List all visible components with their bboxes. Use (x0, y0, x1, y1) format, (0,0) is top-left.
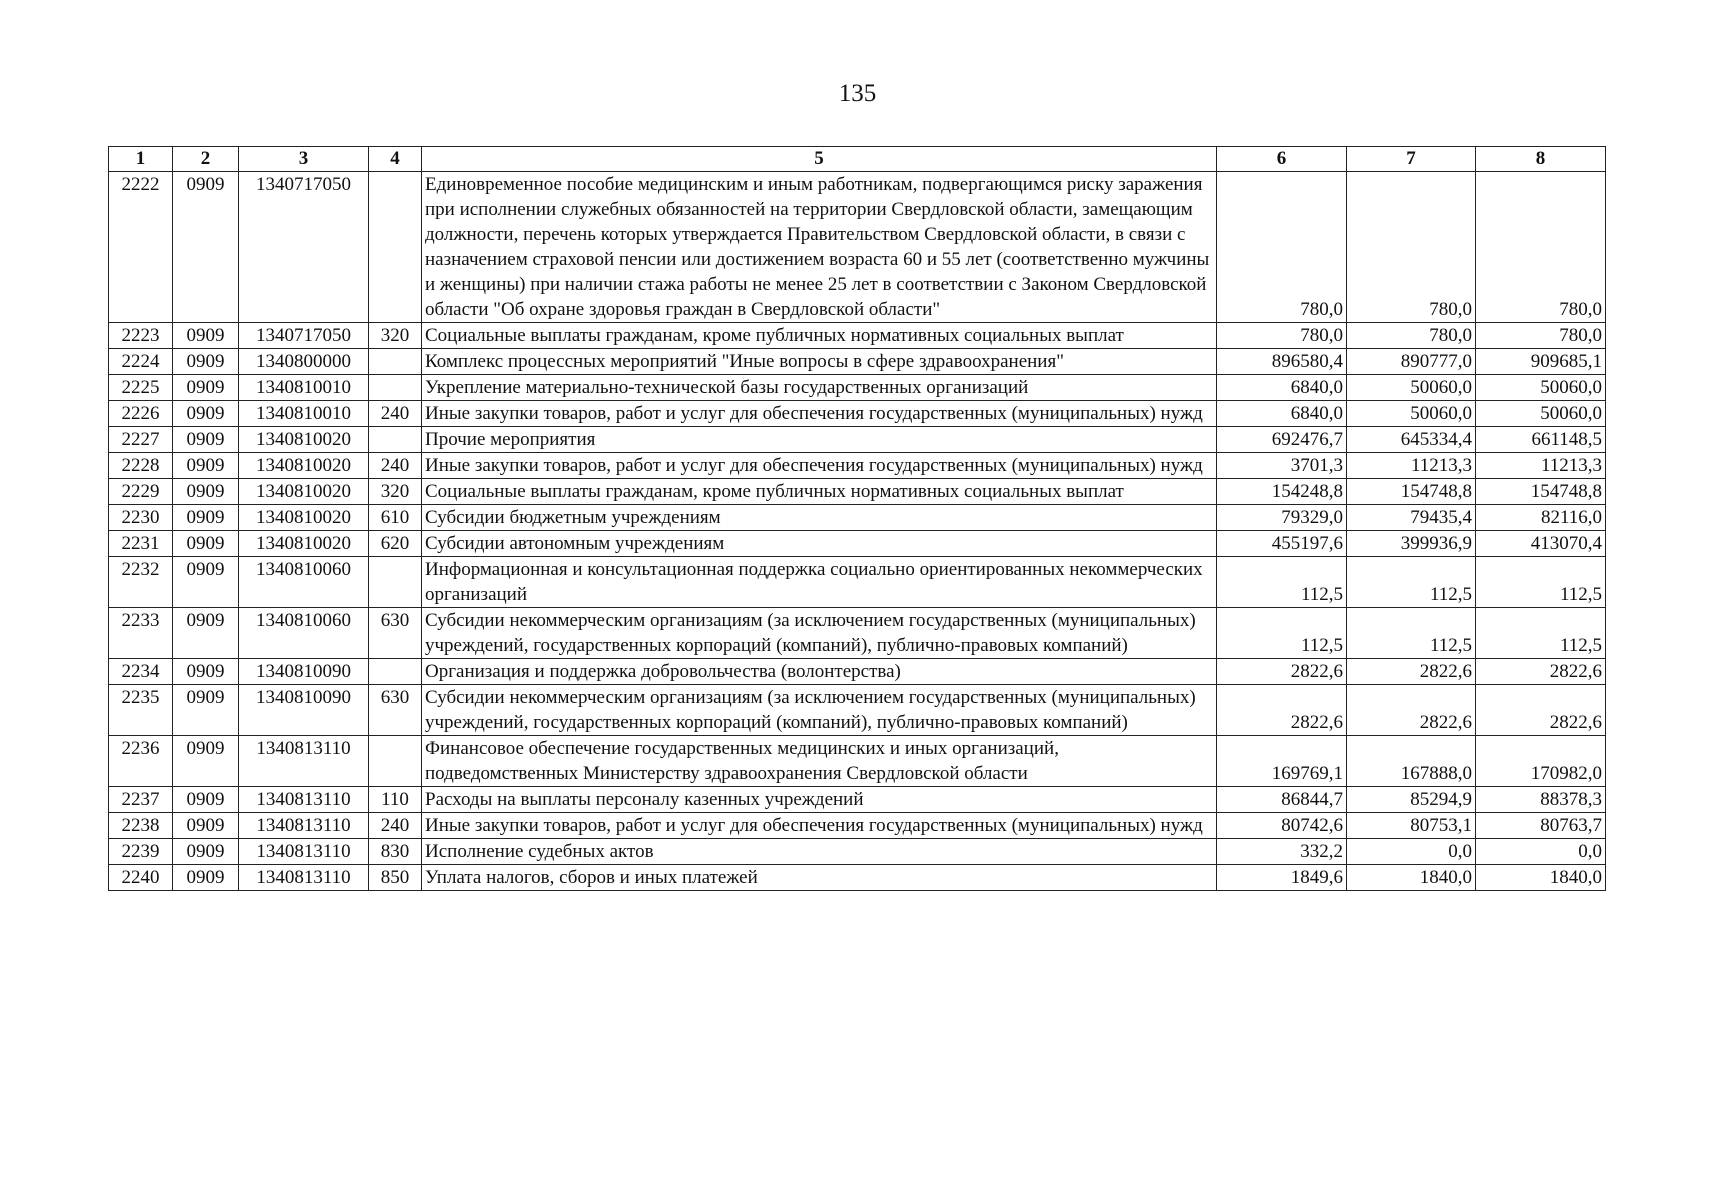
expense-kind-cell: 240 (369, 813, 422, 839)
row-number-cell: 2236 (109, 736, 173, 787)
expense-kind-cell: 630 (369, 608, 422, 659)
amount-col6-cell: 1849,6 (1217, 865, 1347, 891)
amount-col7-cell: 112,5 (1347, 608, 1476, 659)
table-row (109, 479, 1606, 505)
description-cell: Укрепление материально-технической базы государственных организаций (422, 375, 1217, 401)
section-code-cell: 0909 (173, 659, 239, 685)
page-number: 135 (838, 80, 877, 107)
target-code-cell: 1340810010 (239, 401, 369, 427)
target-code-cell: 1340813110 (239, 813, 369, 839)
target-code-cell: 1340810020 (239, 427, 369, 453)
header-cell: 3 (239, 147, 369, 172)
target-code-cell: 1340813110 (239, 839, 369, 865)
table-row (109, 839, 1606, 865)
amount-col8-cell: 780,0 (1476, 172, 1606, 323)
section-code-cell: 0909 (173, 787, 239, 813)
row-number-cell: 2225 (109, 375, 173, 401)
budget-table (108, 146, 1606, 891)
table-row (109, 349, 1606, 375)
expense-kind-cell: 240 (369, 453, 422, 479)
expense-kind-cell: 830 (369, 839, 422, 865)
header-cell: 8 (1476, 147, 1606, 172)
row-number-cell: 2227 (109, 427, 173, 453)
amount-col7-cell: 2822,6 (1347, 659, 1476, 685)
expense-kind-cell (369, 557, 422, 608)
table-row (109, 557, 1606, 608)
amount-col6-cell: 154248,8 (1217, 479, 1347, 505)
amount-col8-cell: 1840,0 (1476, 865, 1606, 891)
row-number-cell: 2230 (109, 505, 173, 531)
description-cell: Иные закупки товаров, работ и услуг для обеспечения государственных (муниципальных) нужд (422, 401, 1217, 427)
amount-col8-cell: 2822,6 (1476, 685, 1606, 736)
section-code-cell: 0909 (173, 608, 239, 659)
expense-kind-cell: 320 (369, 479, 422, 505)
amount-col8-cell: 112,5 (1476, 557, 1606, 608)
target-code-cell: 1340810090 (239, 685, 369, 736)
target-code-cell: 1340717050 (239, 172, 369, 323)
amount-col8-cell: 661148,5 (1476, 427, 1606, 453)
row-number-cell: 2228 (109, 453, 173, 479)
amount-col8-cell: 170982,0 (1476, 736, 1606, 787)
section-code-cell: 0909 (173, 531, 239, 557)
amount-col6-cell: 332,2 (1217, 839, 1347, 865)
expense-kind-cell (369, 375, 422, 401)
amount-col7-cell: 645334,4 (1347, 427, 1476, 453)
amount-col6-cell: 80742,6 (1217, 813, 1347, 839)
amount-col8-cell: 0,0 (1476, 839, 1606, 865)
row-number-cell: 2233 (109, 608, 173, 659)
amount-col6-cell: 692476,7 (1217, 427, 1347, 453)
description-cell: Уплата налогов, сборов и иных платежей (422, 865, 1217, 891)
expense-kind-cell: 630 (369, 685, 422, 736)
target-code-cell: 1340810060 (239, 557, 369, 608)
amount-col7-cell: 2822,6 (1347, 685, 1476, 736)
target-code-cell: 1340810020 (239, 479, 369, 505)
target-code-cell: 1340810090 (239, 659, 369, 685)
amount-col6-cell: 112,5 (1217, 608, 1347, 659)
section-code-cell: 0909 (173, 427, 239, 453)
amount-col7-cell: 112,5 (1347, 557, 1476, 608)
description-cell: Единовременное пособие медицинским и иным работникам, подвергающимся риску заражения при исполнении служебных обязанностей на территории Свердловской области, замещающим должности, перечень которых утверждается Правительством Свердловской области, в связи с назначением страховой пенсии или достижением возраста 60 и 55 лет (соответственно мужчины и женщины) при наличии стажа работы не менее 25 лет в соответствии с Законом Свердловской области "Об охране здоровья граждан в Свердловской области" (422, 172, 1217, 323)
row-number-cell: 2226 (109, 401, 173, 427)
expense-kind-cell (369, 172, 422, 323)
row-number-cell: 2237 (109, 787, 173, 813)
table-row (109, 608, 1606, 659)
row-number-cell: 2222 (109, 172, 173, 323)
target-code-cell: 1340800000 (239, 349, 369, 375)
row-number-cell: 2229 (109, 479, 173, 505)
amount-col7-cell: 79435,4 (1347, 505, 1476, 531)
section-code-cell: 0909 (173, 685, 239, 736)
expense-kind-cell (369, 427, 422, 453)
expense-kind-cell (369, 736, 422, 787)
row-number-cell: 2235 (109, 685, 173, 736)
row-number-cell: 2231 (109, 531, 173, 557)
row-number-cell: 2232 (109, 557, 173, 608)
amount-col8-cell: 780,0 (1476, 323, 1606, 349)
table-row (109, 813, 1606, 839)
amount-col6-cell: 169769,1 (1217, 736, 1347, 787)
amount-col8-cell: 2822,6 (1476, 659, 1606, 685)
amount-col7-cell: 154748,8 (1347, 479, 1476, 505)
section-code-cell: 0909 (173, 865, 239, 891)
header-cell: 6 (1217, 147, 1347, 172)
table-row (109, 787, 1606, 813)
target-code-cell: 1340810020 (239, 531, 369, 557)
table-row (109, 453, 1606, 479)
amount-col7-cell: 890777,0 (1347, 349, 1476, 375)
amount-col8-cell: 88378,3 (1476, 787, 1606, 813)
table-row (109, 736, 1606, 787)
target-code-cell: 1340813110 (239, 865, 369, 891)
amount-col8-cell: 50060,0 (1476, 375, 1606, 401)
header-cell: 1 (109, 147, 173, 172)
target-code-cell: 1340810020 (239, 453, 369, 479)
table-row (109, 865, 1606, 891)
section-code-cell: 0909 (173, 349, 239, 375)
table-row (109, 685, 1606, 736)
amount-col6-cell: 3701,3 (1217, 453, 1347, 479)
section-code-cell: 0909 (173, 479, 239, 505)
section-code-cell: 0909 (173, 453, 239, 479)
description-cell: Социальные выплаты гражданам, кроме публичных нормативных социальных выплат (422, 323, 1217, 349)
target-code-cell: 1340810010 (239, 375, 369, 401)
description-cell: Исполнение судебных актов (422, 839, 1217, 865)
amount-col8-cell: 11213,3 (1476, 453, 1606, 479)
amount-col6-cell: 86844,7 (1217, 787, 1347, 813)
table-row (109, 323, 1606, 349)
amount-col6-cell: 896580,4 (1217, 349, 1347, 375)
amount-col7-cell: 167888,0 (1347, 736, 1476, 787)
description-cell: Организация и поддержка добровольчества (волонтерства) (422, 659, 1217, 685)
amount-col7-cell: 399936,9 (1347, 531, 1476, 557)
description-cell: Субсидии некоммерческим организациям (за исключением государственных (муниципальных) учреждений, государственных корпораций (компаний), публично-правовых компаний) (422, 608, 1217, 659)
table-row (109, 659, 1606, 685)
description-cell: Финансовое обеспечение государственных медицинских и иных организаций, подведомственных Министерству здравоохранения Свердловской области (422, 736, 1217, 787)
amount-col8-cell: 112,5 (1476, 608, 1606, 659)
section-code-cell: 0909 (173, 505, 239, 531)
section-code-cell: 0909 (173, 839, 239, 865)
amount-col7-cell: 80753,1 (1347, 813, 1476, 839)
row-number-cell: 2239 (109, 839, 173, 865)
amount-col6-cell: 79329,0 (1217, 505, 1347, 531)
description-cell: Социальные выплаты гражданам, кроме публичных нормативных социальных выплат (422, 479, 1217, 505)
section-code-cell: 0909 (173, 323, 239, 349)
section-code-cell: 0909 (173, 375, 239, 401)
expense-kind-cell: 320 (369, 323, 422, 349)
section-code-cell: 0909 (173, 736, 239, 787)
section-code-cell: 0909 (173, 172, 239, 323)
amount-col7-cell: 780,0 (1347, 323, 1476, 349)
amount-col6-cell: 2822,6 (1217, 685, 1347, 736)
amount-col6-cell: 780,0 (1217, 172, 1347, 323)
target-code-cell: 1340810060 (239, 608, 369, 659)
description-cell: Субсидии автономным учреждениям (422, 531, 1217, 557)
expense-kind-cell: 110 (369, 787, 422, 813)
description-cell: Иные закупки товаров, работ и услуг для обеспечения государственных (муниципальных) нужд (422, 813, 1217, 839)
description-cell: Иные закупки товаров, работ и услуг для обеспечения государственных (муниципальных) нужд (422, 453, 1217, 479)
row-number-cell: 2223 (109, 323, 173, 349)
table-row (109, 531, 1606, 557)
amount-col7-cell: 0,0 (1347, 839, 1476, 865)
amount-col8-cell: 50060,0 (1476, 401, 1606, 427)
section-code-cell: 0909 (173, 401, 239, 427)
amount-col8-cell: 82116,0 (1476, 505, 1606, 531)
table-row (109, 401, 1606, 427)
target-code-cell: 1340717050 (239, 323, 369, 349)
row-number-cell: 2238 (109, 813, 173, 839)
section-code-cell: 0909 (173, 557, 239, 608)
amount-col6-cell: 6840,0 (1217, 375, 1347, 401)
table-row (109, 505, 1606, 531)
expense-kind-cell: 850 (369, 865, 422, 891)
expense-kind-cell: 610 (369, 505, 422, 531)
table-row (109, 172, 1606, 323)
row-number-cell: 2234 (109, 659, 173, 685)
expense-kind-cell: 240 (369, 401, 422, 427)
amount-col7-cell: 11213,3 (1347, 453, 1476, 479)
description-cell: Комплекс процессных мероприятий "Иные вопросы в сфере здравоохранения" (422, 349, 1217, 375)
amount-col7-cell: 50060,0 (1347, 375, 1476, 401)
amount-col8-cell: 413070,4 (1476, 531, 1606, 557)
table-body (109, 172, 1606, 891)
amount-col7-cell: 85294,9 (1347, 787, 1476, 813)
table-row (109, 427, 1606, 453)
header-cell: 4 (369, 147, 422, 172)
amount-col7-cell: 780,0 (1347, 172, 1476, 323)
amount-col6-cell: 780,0 (1217, 323, 1347, 349)
description-cell: Субсидии бюджетным учреждениям (422, 505, 1217, 531)
header-cell: 5 (422, 147, 1217, 172)
target-code-cell: 1340813110 (239, 787, 369, 813)
section-code-cell: 0909 (173, 813, 239, 839)
description-cell: Расходы на выплаты персоналу казенных учреждений (422, 787, 1217, 813)
expense-kind-cell: 620 (369, 531, 422, 557)
amount-col7-cell: 1840,0 (1347, 865, 1476, 891)
expense-kind-cell (369, 349, 422, 375)
header-cell: 7 (1347, 147, 1476, 172)
header-cell: 2 (173, 147, 239, 172)
amount-col6-cell: 6840,0 (1217, 401, 1347, 427)
amount-col6-cell: 455197,6 (1217, 531, 1347, 557)
description-cell: Прочие мероприятия (422, 427, 1217, 453)
amount-col8-cell: 80763,7 (1476, 813, 1606, 839)
amount-col6-cell: 112,5 (1217, 557, 1347, 608)
target-code-cell: 1340810020 (239, 505, 369, 531)
amount-col6-cell: 2822,6 (1217, 659, 1347, 685)
description-cell: Субсидии некоммерческим организациям (за исключением государственных (муниципальных) учреждений, государственных корпораций (компаний), публично-правовых компаний) (422, 685, 1217, 736)
table-row (109, 375, 1606, 401)
description-cell: Информационная и консультационная поддержка социально ориентированных некоммерческих организаций (422, 557, 1217, 608)
row-number-cell: 2224 (109, 349, 173, 375)
amount-col8-cell: 909685,1 (1476, 349, 1606, 375)
row-number-cell: 2240 (109, 865, 173, 891)
expense-kind-cell (369, 659, 422, 685)
target-code-cell: 1340813110 (239, 736, 369, 787)
header-row (109, 147, 1606, 172)
amount-col8-cell: 154748,8 (1476, 479, 1606, 505)
amount-col7-cell: 50060,0 (1347, 401, 1476, 427)
